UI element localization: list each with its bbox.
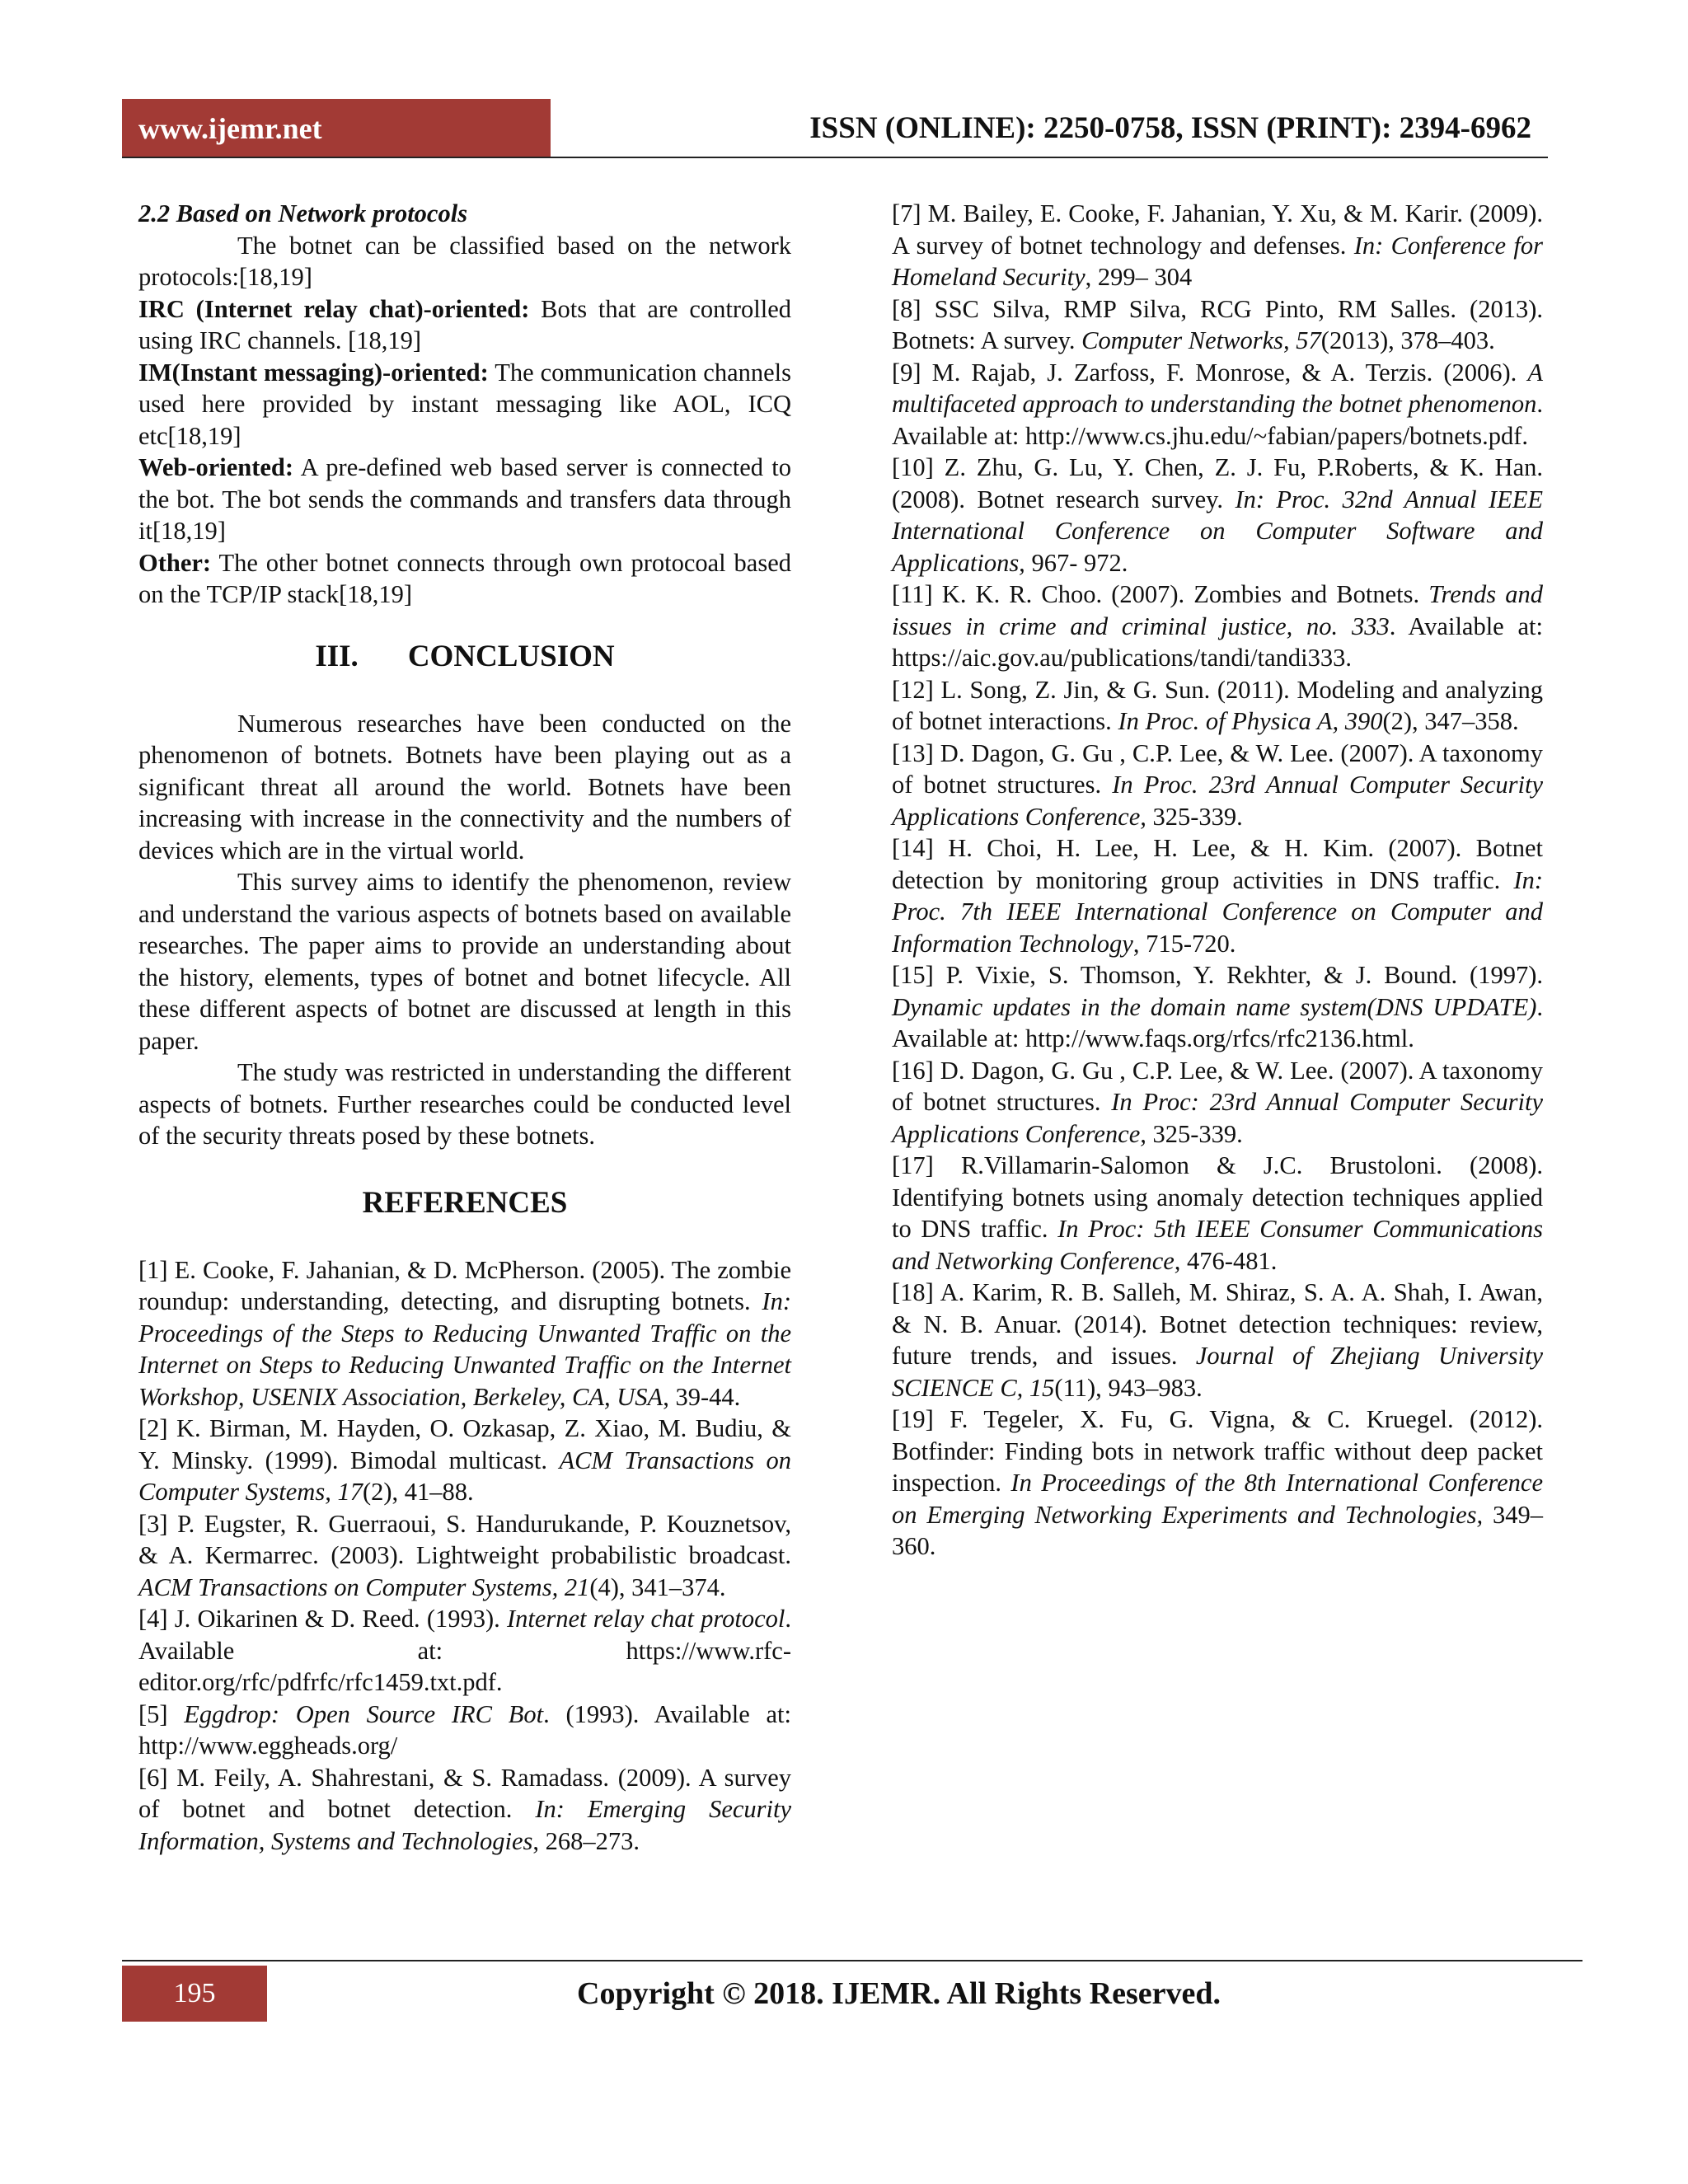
- ref-venue: In Proc. 23rd Annual Computer Security Applications Conference,: [892, 771, 1543, 831]
- ref-venue: Computer Networks, 57: [1081, 326, 1321, 354]
- ref-tail: , 39-44.: [663, 1382, 741, 1411]
- footer-divider: [122, 1960, 1582, 1961]
- ref-tail: . Available at: http://www.cs.jhu.edu/~fabian/papers/botnets.pdf.: [892, 390, 1543, 450]
- ref-venue: In: Conference for Homeland Security: [892, 231, 1543, 291]
- header-divider: [122, 157, 1548, 158]
- left-column: [138, 198, 791, 1857]
- ref-text: [5]: [138, 1699, 185, 1728]
- ref-text: [19] F. Tegeler, X. Fu, G. Vigna, & C. Kruegel. (2012). Botfinder: Finding bots in network traffic without deep packet inspection.: [892, 1405, 1543, 1497]
- ref-venue: Internet relay chat protocol: [506, 1605, 785, 1633]
- conclusion-paragraph: Numerous researches have been conducted on the phenomenon of botnets. Botnets have been playing out as a significant threat all around the world. Botnets have been increasing with increase in the connectivity and the numbers of devices which are in the virtual world.: [138, 709, 791, 865]
- ref-venue: In: Proceedings of the Steps to Reducing Unwanted Traffic on the Internet on Steps to Reducing Unwanted Traffic on the Internet Workshop, USENIX Association, Berkeley, CA, USA: [138, 1287, 791, 1411]
- ref-venue: In Proc: 23rd Annual Computer Security Applications Conference,: [892, 1088, 1543, 1148]
- protocol-text: The communication channels used here provided by instant messaging like AOL, ICQ etc[18,19]: [138, 358, 791, 450]
- reference-item: [892, 832, 1543, 959]
- ref-tail: . Available at: http://www.faqs.org/rfcs/rfc2136.html.: [892, 992, 1543, 1052]
- ref-tail: (2), 347–358.: [1382, 707, 1519, 735]
- reference-item: [892, 357, 1543, 452]
- ref-text: [10] Z. Zhu, G. Lu, Y. Chen, Z. J. Fu, P.Roberts, & K. Han. (2008). Botnet research survey.: [892, 453, 1543, 513]
- references-heading: REFERENCES: [362, 1185, 568, 1220]
- reference-item: [892, 674, 1543, 738]
- ref-tail: 967- 972.: [1025, 548, 1128, 577]
- ref-text: [9] M. Rajab, J. Zarfoss, F. Monrose, & A. Terzis. (2006).: [892, 358, 1528, 387]
- protocol-text: A pre-defined web based server is connected to the bot. The bot sends the commands and transfers data through it[18,19]: [138, 453, 791, 545]
- ref-tail: , 715-720.: [1132, 929, 1236, 958]
- reference-item: [892, 738, 1543, 833]
- reference-item: [892, 579, 1543, 674]
- protocol-label: IRC (Internet relay chat)-oriented:: [138, 294, 530, 323]
- protocol-label: Other:: [138, 548, 212, 577]
- right-column: [892, 198, 1543, 1563]
- reference-item: [138, 1762, 791, 1858]
- ref-text: [17] R.Villamarin-Salomon & J.C. Brustoloni. (2008). Identifying botnets using anomaly detection techniques applied to DNS traffic.: [892, 1151, 1543, 1243]
- ref-tail: 349–360.: [892, 1500, 1543, 1560]
- ref-venue: Trends and issues in crime and criminal justice, no. 333: [892, 580, 1543, 640]
- protocol-text: Bots that are controlled using IRC channels. [18,19]: [138, 294, 792, 354]
- reference-item: [892, 1404, 1543, 1563]
- reference-item: [138, 1254, 791, 1413]
- section-number: III.: [315, 639, 359, 673]
- protocol-item: [138, 357, 791, 452]
- ref-tail: . Available at: https://aic.gov.au/publications/tandi/tandi333.: [892, 612, 1543, 672]
- ref-tail: . (1993). Available at: http://www.eggheads.org/: [138, 1699, 791, 1760]
- reference-item: [138, 1413, 791, 1508]
- ref-text: [13] D. Dagon, G. Gu , C.P. Lee, & W. Lee. (2007). A taxonomy of botnet structures.: [892, 738, 1543, 799]
- ref-venue: Dynamic updates in the domain name system(DNS UPDATE): [892, 992, 1537, 1021]
- ref-tail: 325-339.: [1146, 802, 1243, 831]
- reference-item: [892, 1055, 1543, 1151]
- ref-tail: , 268–273.: [532, 1826, 640, 1855]
- ref-venue: In: Proc. 32nd Annual IEEE International Conference on Computer Software and Applications,: [892, 485, 1544, 577]
- ref-tail: (11), 943–983.: [1054, 1373, 1203, 1402]
- protocol-item: [138, 293, 791, 357]
- protocols-intro: The botnet can be classified based on the network protocols:[18,19]: [138, 231, 791, 291]
- issn-header: ISSN (ONLINE): 2250-0758, ISSN (PRINT): 2394-6962: [809, 111, 1531, 145]
- ref-venue: Eggdrop: Open Source IRC Bot: [184, 1699, 544, 1728]
- conclusion-heading: [138, 639, 791, 675]
- ref-venue: ACM Transactions on Computer Systems, 21: [138, 1572, 590, 1601]
- ref-text: [18] A. Karim, R. B. Salleh, M. Shiraz, S. A. A. Shah, I. Awan, & N. B. Anuar. (2014). Botnet detection techniques: review, future trends, and issues.: [892, 1278, 1543, 1370]
- ref-text: [7] M. Bailey, E. Cooke, F. Jahanian, Y. Xu, & M. Karir. (2009). A survey of botnet technology and defenses.: [892, 199, 1543, 260]
- ref-text: [14] H. Choi, H. Lee, H. Lee, & H. Kim. (2007). Botnet detection by monitoring group activities in DNS traffic.: [892, 834, 1543, 894]
- conclusion-paragraph: The study was restricted in understanding the different aspects of botnets. Further researches could be conducted level of the security threats posed by these botnets.: [138, 1058, 791, 1150]
- ref-venue: In Proceedings of the 8th International Conference on Emerging Networking Experiments and Technologies,: [892, 1469, 1543, 1529]
- protocol-text: The other botnet connects through own protocoal based on the TCP/IP stack[18,19]: [138, 548, 791, 608]
- reference-item: [138, 1603, 791, 1699]
- section-title-text: CONCLUSION: [407, 639, 615, 673]
- ref-tail: (2013), 378–403.: [1320, 326, 1495, 354]
- reference-item: [138, 1508, 791, 1604]
- ref-text: [12] L. Song, Z. Jin, & G. Sun. (2011). Modeling and analyzing of botnet interactions.: [892, 675, 1543, 735]
- conclusion-paragraph: This survey aims to identify the phenomenon, review and understand the various aspects of botnets based on available researches. The paper aims to provide an understanding about the history, elements, types of botnet and botnet lifecycle. All these different aspects of botnet are discussed at length in this paper.: [138, 868, 791, 1055]
- ref-text: [2] K. Birman, M. Hayden, O. Ozkasap, Z. Xiao, M. Budiu, & Y. Minsky. (1999). Bimodal multicast.: [138, 1414, 791, 1474]
- reference-item: [892, 452, 1543, 579]
- page-number: 195: [122, 1966, 267, 2022]
- ref-text: [11] K. K. R. Choo. (2007). Zombies and Botnets.: [892, 580, 1429, 608]
- ref-venue: In Proc. of Physica A, 390: [1118, 707, 1383, 735]
- ref-venue: ACM Transactions on Computer Systems, 17: [138, 1446, 791, 1506]
- ref-text: [3] P. Eugster, R. Guerraoui, S. Handurukande, P. Kouznetsov, & A. Kermarrec. (2003). Lightweight probabilistic broadcast.: [138, 1509, 791, 1569]
- reference-item: [892, 1277, 1543, 1404]
- reference-item: [892, 198, 1543, 293]
- subsection-heading: 2.2 Based on Network protocols: [138, 199, 468, 227]
- ref-tail: (2), 41–88.: [362, 1478, 474, 1506]
- ref-text: [8] SSC Silva, RMP Silva, RCG Pinto, RM Salles. (2013). Botnets: A survey.: [892, 294, 1543, 354]
- ref-tail: (4), 341–374.: [589, 1572, 726, 1601]
- ref-tail: 476-481.: [1180, 1246, 1278, 1275]
- ref-tail: 325-339.: [1146, 1119, 1243, 1148]
- reference-item: [138, 1699, 791, 1762]
- ref-venue: A multifaceted approach to understanding the botnet phenomenon: [892, 358, 1543, 418]
- ref-text: [16] D. Dagon, G. Gu , C.P. Lee, & W. Lee. (2007). A taxonomy of botnet structures.: [892, 1056, 1543, 1116]
- ref-venue: In Proc: 5th IEEE Consumer Communications and Networking Conference,: [892, 1215, 1543, 1275]
- ref-text: [6] M. Feily, A. Shahrestani, & S. Ramadass. (2009). A survey of botnet and botnet detection.: [138, 1763, 791, 1823]
- ref-text: [15] P. Vixie, S. Thomson, Y. Rekhter, & J. Bound. (1997).: [892, 961, 1543, 989]
- reference-item: [892, 959, 1543, 1055]
- reference-item: [892, 1150, 1543, 1277]
- ref-text: [4] J. Oikarinen & D. Reed. (1993).: [138, 1605, 507, 1633]
- protocol-item: [138, 547, 791, 611]
- protocol-item: [138, 452, 791, 547]
- ref-text: [1] E. Cooke, F. Jahanian, & D. McPherson. (2005). The zombie roundup: understanding, detecting, and disrupting botnets.: [138, 1255, 791, 1315]
- journal-site-link[interactable]: www.ijemr.net: [122, 99, 551, 158]
- copyright-notice: Copyright © 2018. IJEMR. All Rights Reserved.: [577, 1976, 1221, 2011]
- protocol-label: Web-oriented:: [138, 453, 294, 481]
- ref-tail: . Available at: https://www.rfc-editor.org/rfc/pdfrfc/rfc1459.txt.pdf.: [138, 1605, 791, 1696]
- reference-item: [892, 293, 1543, 357]
- protocol-label: IM(Instant messaging)-oriented:: [138, 358, 489, 387]
- ref-venue: In: Proc. 7th IEEE International Conference on Computer and Information Technology: [892, 865, 1543, 958]
- ref-tail: , 299– 304: [1085, 263, 1193, 291]
- ref-venue: In: Emerging Security Information, Systems and Technologies: [138, 1795, 791, 1855]
- ref-venue: Journal of Zhejiang University SCIENCE C, 15: [892, 1342, 1543, 1402]
